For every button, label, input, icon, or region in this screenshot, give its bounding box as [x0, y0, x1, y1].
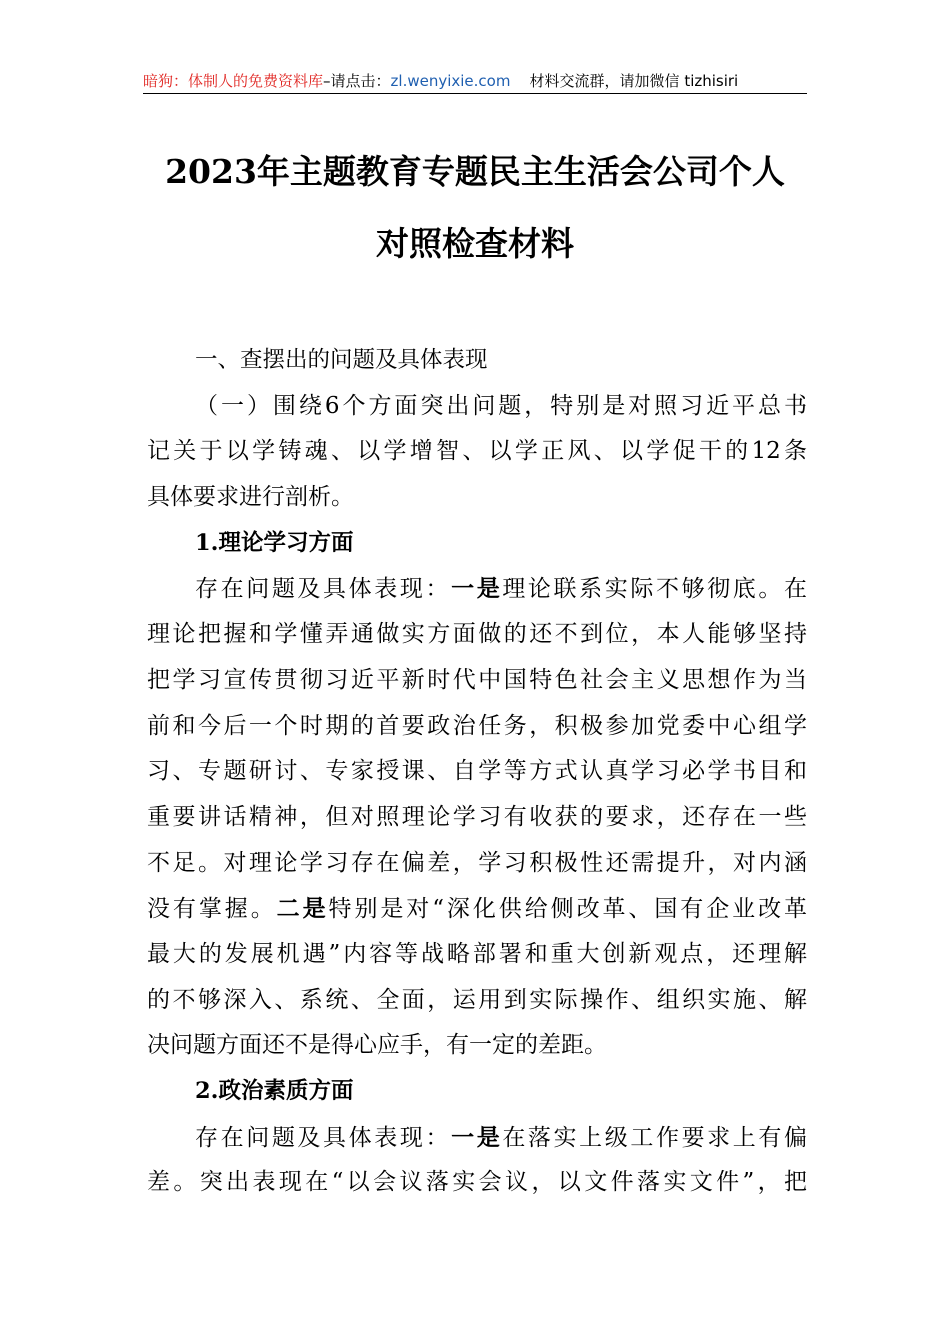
text-run: 没有掌握。: [147, 896, 277, 923]
paragraph-line: 具体要求进行剖析。: [147, 484, 354, 511]
header-divider: [143, 93, 807, 94]
document-title-line2: 对照检查材料: [376, 224, 574, 263]
paragraph-line: 差。突出表现在“以会议落实会议，以文件落实文件”，把: [147, 1169, 807, 1196]
paragraph-line: [147, 566, 807, 612]
paragraph-line: 最大的发展机遇”内容等战略部署和重大创新观点，还理解: [147, 940, 807, 967]
emphasis-text: 二是: [276, 895, 329, 923]
header-site-name: 暗狗：体制人的免费资料库: [143, 72, 324, 90]
paragraph-line: 重要讲话精神，但对照理论学习有收获的要求，还存在一些: [147, 803, 807, 830]
text-run: 理论联系实际不够彻底。在: [502, 576, 807, 603]
emphasis-text: 一是: [451, 575, 503, 603]
paragraph-line: 决问题方面还不是得心应手，有一定的差距。: [147, 1032, 607, 1059]
section-heading: 一、查摆出的问题及具体表现: [195, 347, 488, 373]
text-run: 特别是对“深化供给侧改革、国有企业改革: [328, 896, 807, 923]
subsection-heading: 1.理论学习方面: [195, 529, 354, 556]
paragraph-line: [147, 886, 807, 932]
paragraph-line: （一）围绕6个方面突出问题，特别是对照习近平总书: [195, 392, 807, 419]
header-prompt: –请点击：: [323, 72, 391, 90]
document-body: [147, 338, 807, 1206]
header-contact: 材料交流群，请加微信 tizhisiri: [529, 72, 739, 90]
paragraph-line: [147, 1115, 807, 1161]
text-run: 存在问题及具体表现：: [195, 576, 452, 603]
page-header: [143, 68, 807, 94]
subsection-heading: 2.政治素质方面: [195, 1078, 354, 1104]
text-run: 在落实上级工作要求上有偏: [502, 1124, 807, 1151]
paragraph-line: 前和今后一个时期的首要政治任务，积极参加党委中心组学: [147, 712, 807, 739]
text-run: 存在问题及具体表现：: [195, 1124, 452, 1151]
paragraph-line: 不足。对理论学习存在偏差，学习积极性还需提升，对内涵: [147, 849, 807, 876]
paragraph-line: 记关于以学铸魂、以学增智、以学正风、以学促干的12条: [147, 438, 807, 465]
header-url-link[interactable]: zl.wenyixie.com: [390, 72, 511, 90]
document-title-line1: 2023年主题教育专题民主生活会公司个人: [165, 152, 785, 191]
paragraph-line: 把学习宣传贯彻习近平新时代中国特色社会主义思想作为当: [147, 666, 807, 693]
paragraph-line: 的不够深入、系统、全面，运用到实际操作、组织实施、解: [147, 986, 807, 1013]
paragraph-line: 习、专题研讨、专家授课、自学等方式认真学习必学书目和: [147, 758, 807, 785]
paragraph-line: 理论把握和学懂弄通做实方面做的还不到位，本人能够坚持: [147, 621, 807, 648]
emphasis-text: 一是: [451, 1123, 503, 1151]
